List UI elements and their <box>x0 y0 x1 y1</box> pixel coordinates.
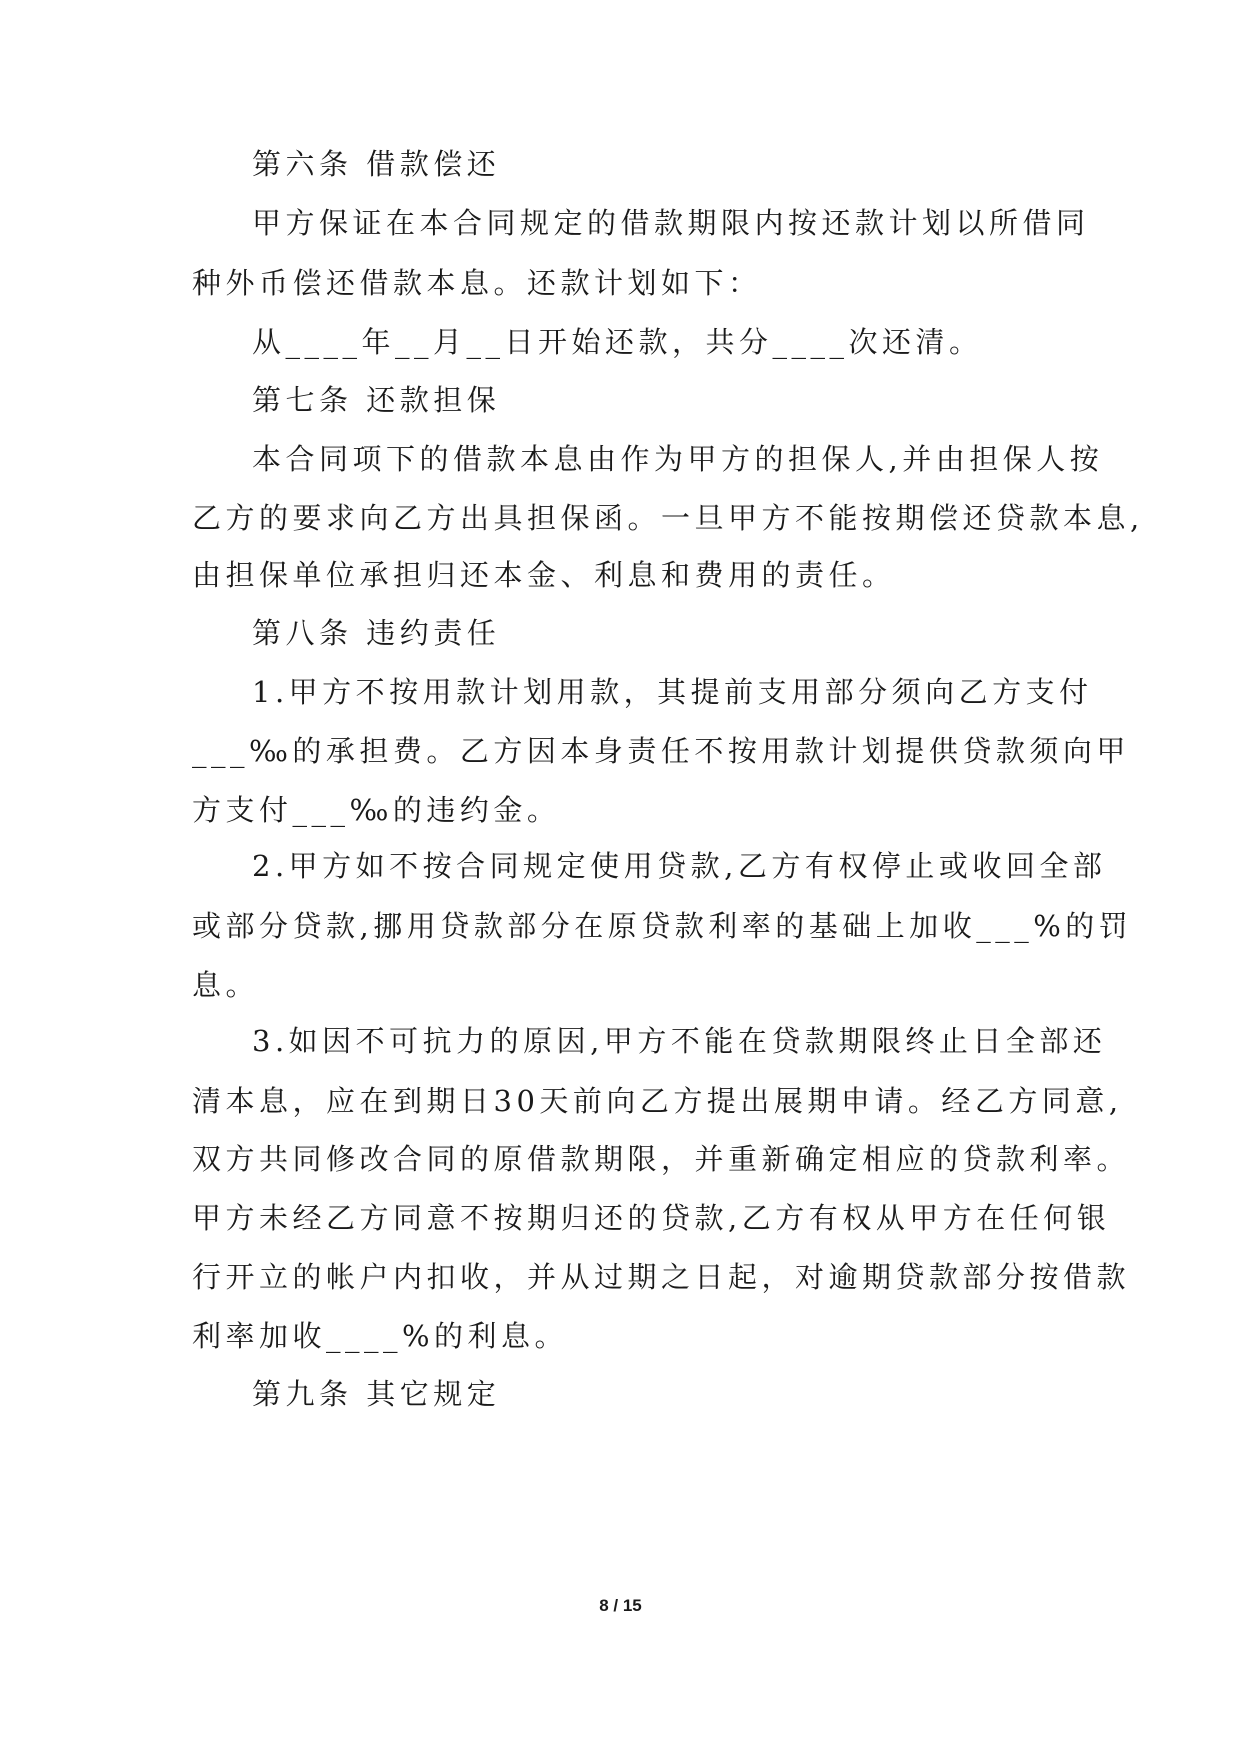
paragraph-line: 方支付___‰的违约金。 <box>192 793 561 827</box>
paragraph-line: 3.如因不可抗力的原因,甲方不能在贷款期限终止日全部还 <box>252 1024 1107 1058</box>
heading-article-7: 第七条 还款担保 <box>252 383 501 417</box>
paragraph-line: 甲方未经乙方同意不按期归还的贷款,乙方有权从甲方在任何银 <box>192 1201 1111 1235</box>
paragraph-line: 或部分贷款,挪用贷款部分在原贷款利率的基础上加收___%的罚 <box>192 909 1133 943</box>
heading-article-9: 第九条 其它规定 <box>252 1377 501 1411</box>
paragraph-line: 乙方的要求向乙方出具担保函。一旦甲方不能按期偿还贷款本息, <box>192 501 1144 535</box>
heading-article-8: 第八条 违约责任 <box>252 616 501 650</box>
paragraph-line: 甲方保证在本合同规定的借款期限内按还款计划以所借同 <box>252 206 1090 240</box>
heading-article-6: 第六条 借款偿还 <box>252 147 501 181</box>
paragraph-line: 由担保单位承担归还本金、利息和费用的责任。 <box>192 558 896 592</box>
paragraph-line: 清本息，应在到期日30天前向乙方提出展期申请。经乙方同意, <box>192 1084 1123 1118</box>
paragraph-line: 利率加收____%的利息。 <box>192 1319 569 1353</box>
paragraph-line: 本合同项下的借款本息由作为甲方的担保人,并由担保人按 <box>252 442 1104 476</box>
paragraph-line: 行开立的帐户内扣收，并从过期之日起，对逾期贷款部分按借款 <box>192 1260 1131 1294</box>
page-number: 8 / 15 <box>599 1596 642 1615</box>
paragraph-line: 1.甲方不按用款计划用款，其提前支用部分须向乙方支付 <box>252 675 1093 709</box>
paragraph-line: 从____年__月__日开始还款，共分____次还清。 <box>252 325 983 359</box>
paragraph-line: 2.甲方如不按合同规定使用贷款,乙方有权停止或收回全部 <box>252 849 1107 883</box>
paragraph-line: ___‰的承担费。乙方因本身责任不按用款计划提供贷款须向甲 <box>192 734 1130 768</box>
paragraph-line: 双方共同修改合同的原借款期限，并重新确定相应的贷款利率。 <box>192 1142 1131 1176</box>
paragraph-line: 种外币偿还借款本息。还款计划如下： <box>192 266 762 300</box>
paragraph-line: 息。 <box>192 968 260 1002</box>
